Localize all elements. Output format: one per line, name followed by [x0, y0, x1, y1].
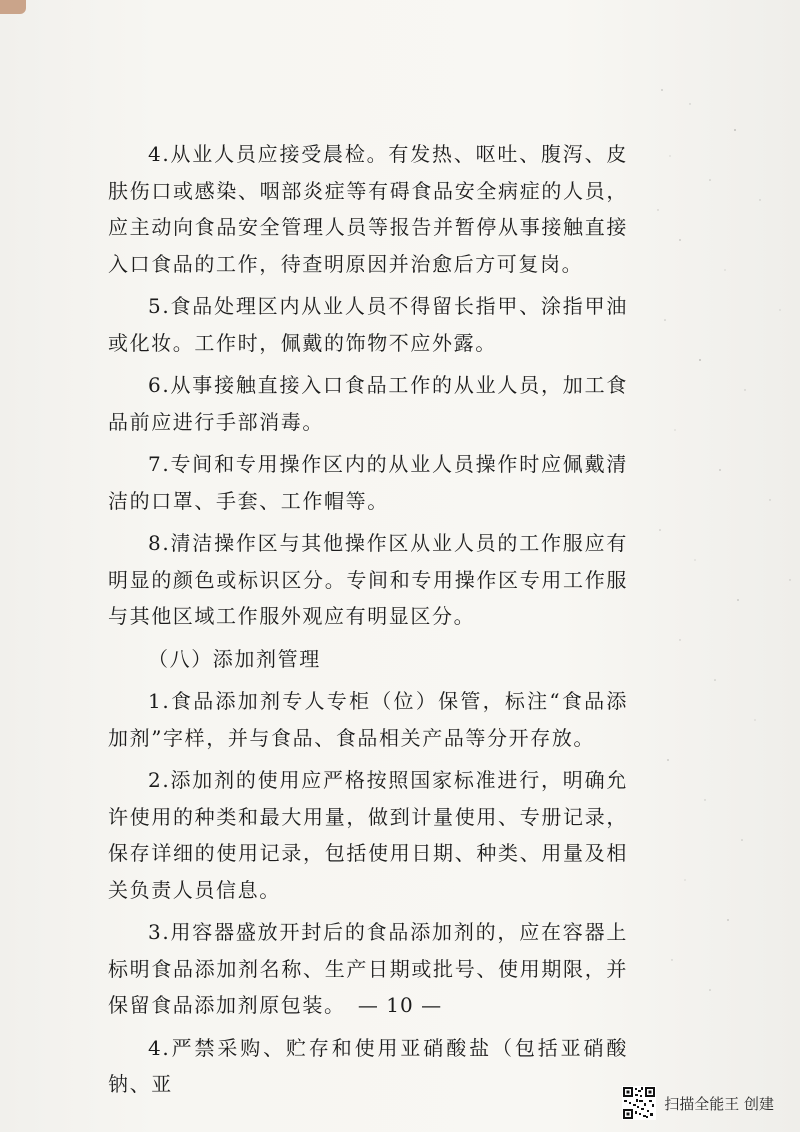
- paragraph-7-masks-gloves: 7.专间和专用操作区内的从业人员操作时应佩戴清洁的口罩、手套、工作帽等。: [108, 452, 628, 513]
- qr-code-icon: [622, 1086, 656, 1120]
- scan-corner-mark: [0, 0, 26, 14]
- document-body: [108, 136, 628, 1109]
- paragraph-5-nails-makeup: 5.食品处理区内从业人员不得留长指甲、涂指甲油或化妆。工作时，佩戴的饰物不应外露。: [108, 294, 628, 355]
- additive-paragraph-1: 1.食品添加剂专人专柜（位）保管，标注“食品添加剂”字样，并与食品、食品相关产品等分开存放。: [108, 689, 628, 750]
- additive-paragraph-4: 4.严禁采购、贮存和使用亚硝酸盐（包括亚硝酸钠、亚: [108, 1035, 628, 1096]
- paragraph-8-work-clothes: 8.清洁操作区与其他操作区从业人员的工作服应有明显的颜色或标识区分。专间和专用操作区专用工作服与其他区域工作服外观应有明显区分。: [108, 531, 628, 628]
- scanner-watermark: [622, 1086, 774, 1120]
- page-number: — 10 —: [357, 993, 443, 1017]
- section-heading-additives: （八）添加剂管理: [148, 646, 321, 671]
- additive-paragraph-3: 3.用容器盛放开封后的食品添加剂的，应在容器上标明食品添加剂名称、生产日期或批号、使用期限，并保留食品添加剂原包装。: [108, 920, 628, 1017]
- paragraph-6-hand-disinfection: 6.从事接触直接入口食品工作的从业人员，加工食品前应进行手部消毒。: [108, 373, 628, 434]
- additive-paragraph-2: 2.添加剂的使用应严格按照国家标准进行，明确允许使用的种类和最大用量，做到计量使用、专册记录，保存详细的使用记录，包括使用日期、种类、用量及相关负责人员信息。: [108, 768, 628, 902]
- scanner-label: 扫描全能王 创建: [664, 1094, 774, 1113]
- scan-noise-speckles: [650, 60, 800, 1020]
- paragraph-4-morning-check: 4.从业人员应接受晨检。有发热、呕吐、腹泻、皮肤伤口或感染、咽部炎症等有碍食品安全病症的人员，应主动向食品安全管理人员等报告并暂停从事接触直接入口食品的工作，待查明原因并治愈后方可复岗。: [108, 142, 628, 276]
